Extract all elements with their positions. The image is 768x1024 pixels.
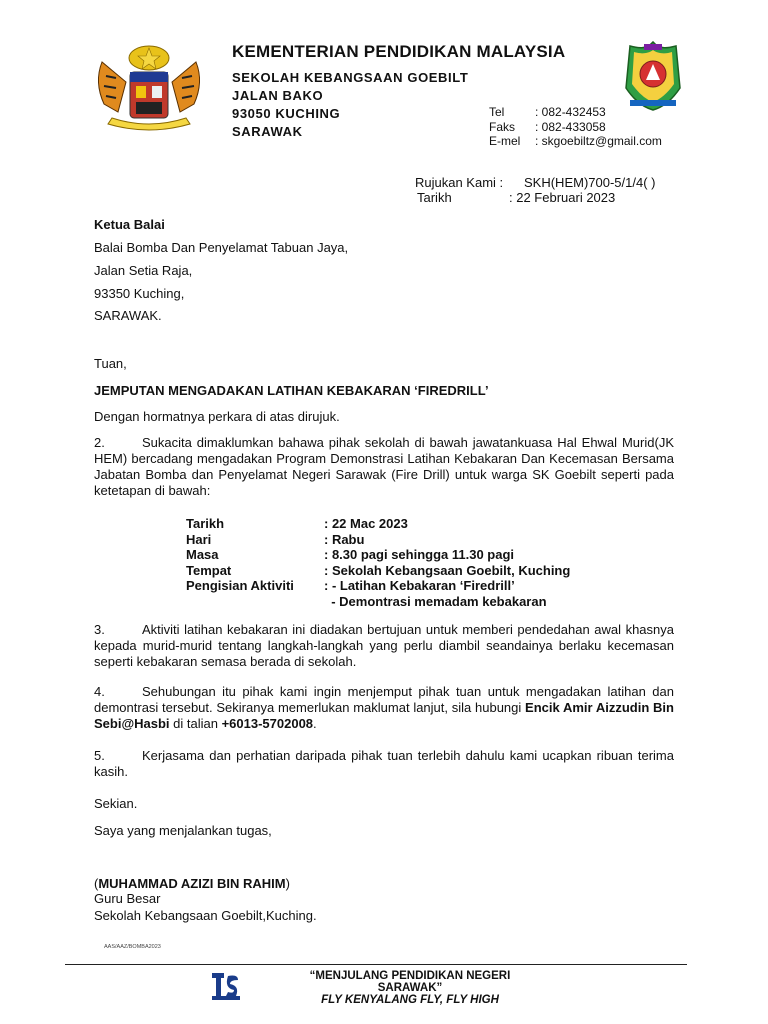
contact-person-name: Encik Amir Aizzudin Bin Sebi@Hasbi: [94, 700, 674, 731]
detail-row: [186, 563, 570, 579]
malaysia-coat-of-arms-icon: [88, 42, 210, 138]
signatory-name: MUHAMMAD AZIZI BIN RAHIM: [98, 876, 286, 891]
detail-value: : 22 Mac 2023: [324, 516, 408, 531]
subject-line: JEMPUTAN MENGADAKAN LATIHAN KEBAKARAN ‘FIREDRILL’: [94, 383, 489, 398]
intro-line: Dengan hormatnya perkara di atas dirujuk.: [94, 409, 340, 424]
paragraph-3-number: 3.: [94, 622, 105, 637]
contact-fax-label: Faks: [489, 120, 516, 134]
sarawak-education-logo-icon: [210, 970, 242, 1002]
paragraph-5-number: 5.: [94, 748, 105, 763]
contact-tel-value: : 082-432453: [535, 105, 606, 119]
contact-email-value: : skgoebiltz@gmail.com: [535, 134, 662, 148]
paragraph-2-number: 2.: [94, 435, 105, 450]
detail-row: [186, 578, 570, 594]
details-table: [186, 516, 570, 609]
paragraph-5: [94, 748, 674, 780]
recipient-line-2: Jalan Setia Raja,: [94, 263, 193, 278]
school-address-state: SARAWAK: [232, 124, 303, 139]
detail-key: Tempat: [186, 562, 232, 578]
school-crest-icon: [622, 40, 684, 112]
contact-email: [489, 134, 662, 148]
detail-value: : Sekolah Kebangsaan Goebilt, Kuching: [324, 562, 571, 578]
paren-close: ): [285, 876, 290, 891]
paragraph-4-text-c: .: [313, 716, 317, 731]
closing-sekian: Sekian.: [94, 796, 138, 811]
contact-fax: [489, 120, 606, 134]
tarikh-value: : 22 Februari 2023: [509, 190, 616, 205]
paragraph-2: [94, 435, 674, 499]
rujukan-value: SKH(HEM)700-5/1/4( ): [524, 175, 656, 190]
detail-row: [186, 516, 570, 532]
detail-value: - Demontrasi memadam kebakaran: [324, 593, 547, 609]
closing-tugas: Saya yang menjalankan tugas,: [94, 823, 272, 838]
paragraph-3: [94, 622, 674, 670]
school-address-postcode: 93050 KUCHING: [232, 106, 341, 121]
contact-tel-label: Tel: [489, 105, 505, 119]
recipient-line-3: 93350 Kuching,: [94, 286, 185, 301]
file-reference: AAS/AAZ/BOMBA2023: [104, 944, 161, 950]
detail-row: [186, 547, 570, 563]
detail-row: [186, 532, 570, 548]
contact-phone: +6013-5702008: [221, 716, 314, 731]
footer-motto-block: [290, 970, 530, 1006]
paragraph-4: [94, 684, 674, 732]
detail-key: Pengisian Aktiviti: [186, 578, 294, 593]
paragraph-4-number: 4.: [94, 684, 105, 699]
tarikh-label: Tarikh: [417, 190, 452, 205]
paragraph-5-text: Kerjasama dan perhatian daripada pihak tuan terlebih dahulu kami ucapkan ribuan terima kasih.: [94, 748, 674, 779]
detail-row: [186, 594, 570, 610]
recipient-line-4: SARAWAK.: [94, 308, 162, 323]
paren-open: (: [94, 876, 99, 891]
recipient-title: Ketua Balai: [94, 217, 165, 232]
signatory-position: Guru Besar: [94, 891, 161, 906]
salutation: Tuan,: [94, 356, 127, 371]
detail-key: Tarikh: [186, 516, 225, 531]
paragraph-3-text: Aktiviti latihan kebakaran ini diadakan bertujuan untuk memberi pendedahan awal khasnya kepada murid-murid tentang langkah-langkah yang perlu diambil seandainya berlaku kecemasan seperti kebakaran semasa berada di sekolah.: [94, 622, 674, 669]
footer-motto: “MENJULANG PENDIDIKAN NEGERI SARAWAK”: [309, 970, 511, 994]
detail-key: Masa: [186, 547, 219, 562]
footer-tagline: FLY KENYALANG FLY, FLY HIGH: [321, 994, 499, 1006]
detail-value: : Rabu: [324, 531, 365, 547]
paragraph-2-text: Sukacita dimaklumkan bahawa pihak sekolah di bawah jawatankuasa Hal Ehwal Murid(JK HEM) bercadang mengadakan Program Demonstrasi Latihan Kebakaran Dan Kecemasan Bersama Jabatan Bomba dan Penyelamat Negeri Sarawak (Fire Drill) untuk warga SK Goebilt seperti pada ketetapan di bawah:: [94, 435, 674, 498]
footer-divider: [65, 964, 687, 965]
contact-email-label: E-mel: [489, 134, 521, 148]
detail-value: : 8.30 pagi sehingga 11.30 pagi: [324, 547, 515, 562]
signatory-name-line: [94, 876, 290, 891]
recipient-line-1: Balai Bomba Dan Penyelamat Tabuan Jaya,: [94, 240, 349, 255]
contact-tel: [489, 105, 606, 119]
school-address-road: JALAN BAKO: [232, 88, 324, 103]
paragraph-4-text-b: di talian: [169, 716, 222, 731]
school-name: SEKOLAH KEBANGSAAN GOEBILT: [232, 70, 469, 85]
paragraph-4-text-a: Sehubungan itu pihak kami ingin menjemput pihak tuan untuk mengadakan latihan dan demontrasi tersebut. Sekiranya memerlukan maklumat lanjut, sila hubungi: [94, 684, 674, 715]
signatory-school: Sekolah Kebangsaan Goebilt,Kuching.: [94, 908, 317, 923]
contact-fax-value: : 082-433058: [535, 120, 606, 134]
ministry-title: KEMENTERIAN PENDIDIKAN MALAYSIA: [232, 42, 566, 61]
detail-value: : - Latihan Kebakaran ‘Firedrill’: [324, 578, 515, 593]
detail-key: Hari: [186, 531, 212, 547]
rujukan-label: Rujukan Kami :: [415, 175, 504, 190]
